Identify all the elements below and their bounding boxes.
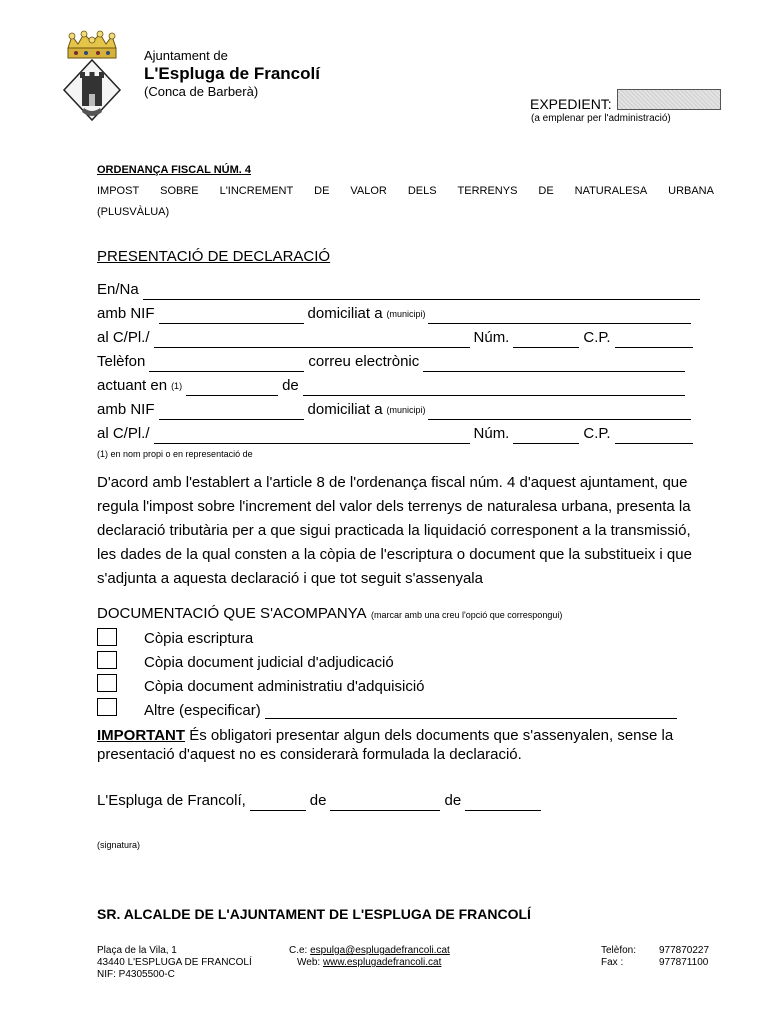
fax-label: Fax : — [601, 957, 624, 968]
label-en-na: En/Na — [97, 281, 139, 298]
email-field[interactable] — [423, 357, 685, 372]
signature-label: (signatura) — [97, 840, 141, 850]
street-field-1[interactable] — [154, 333, 470, 348]
date-de-2: de — [444, 792, 462, 809]
label-actuant: actuant en — [97, 377, 168, 394]
subtitle-word: L'INCREMENT — [219, 185, 294, 197]
footer-address-1: Plaça de la Vila, 1 — [97, 945, 177, 956]
declaration-paragraph — [97, 471, 717, 591]
label-correu: correu electrònic — [308, 353, 420, 370]
label-de: de — [282, 377, 299, 394]
documentation-instruction: (marcar amb una creu l'opció que correspongui) — [371, 610, 563, 620]
subtitle-word: NATURALESA — [574, 185, 648, 197]
number-field-1[interactable] — [513, 333, 579, 348]
label-municipi: (municipi) — [386, 309, 426, 319]
checkbox-copia-escriptura[interactable] — [97, 628, 117, 646]
footer-email-line — [289, 945, 450, 957]
number-field-2[interactable] — [513, 429, 579, 444]
postal-code-field-1[interactable] — [615, 333, 693, 348]
declaration-line: D'acord amb l'establert a l'article 8 de l'ordenança fiscal núm. 4 d'aquest ajuntament, que — [97, 474, 688, 491]
subtitle-word: IMPOST — [97, 185, 140, 197]
label-actuant-ref: (1) — [171, 381, 183, 391]
representat-field[interactable] — [303, 381, 685, 396]
header-town: L'Espluga de Francolí — [144, 64, 320, 83]
label-cpl: al C/Pl./ — [97, 329, 150, 346]
important-note — [97, 726, 673, 764]
label-telefon: Telèfon — [97, 353, 146, 370]
checkbox-copia-administratiu[interactable] — [97, 674, 117, 692]
email-label: C.e: — [289, 945, 308, 956]
footer-nif: NIF: P4305500-C — [97, 969, 175, 980]
documentation-heading — [97, 605, 562, 623]
postal-code-field-2[interactable] — [615, 429, 693, 444]
row-contact — [97, 352, 685, 372]
checkbox-altre[interactable] — [97, 698, 117, 716]
row-actuant — [97, 376, 685, 396]
declaration-line: regula l'impost sobre l'increment del valor dels terrenys de naturalesa urbana, presenta la — [97, 498, 691, 515]
subtitle-word: VALOR — [350, 185, 387, 197]
subtitle-word: TERRENYS — [457, 185, 518, 197]
option-label: Còpia document administratiu d'adquisició — [144, 678, 425, 695]
day-field[interactable] — [250, 796, 306, 811]
row-en-na — [97, 280, 700, 300]
label-cp: C.P. — [583, 329, 611, 346]
footer-address — [97, 945, 252, 981]
ordinance-subtitle — [97, 185, 714, 197]
web-link[interactable]: www.esplugadefrancoli.cat — [322, 957, 442, 968]
option-label: Altre (especificar) — [144, 702, 261, 719]
ordinance-title: ORDENANÇA FISCAL NÚM. 4 — [97, 164, 252, 176]
option-label: Còpia escriptura — [144, 630, 254, 647]
subtitle-word: DE — [538, 185, 554, 197]
date-line — [97, 791, 541, 811]
label-domiciliat: domiciliat a — [307, 305, 383, 322]
altre-field[interactable] — [265, 704, 677, 719]
footer-phone-values — [659, 945, 709, 969]
en-na-field[interactable] — [143, 285, 700, 300]
coat-of-arms-logo — [60, 28, 124, 124]
expedient-note: (a emplenar per l'administració) — [531, 113, 671, 124]
expedient-label: EXPEDIENT: — [530, 96, 612, 112]
label-municipi: (municipi) — [386, 405, 426, 415]
footer-address-2: 43440 L'ESPLUGA DE FRANCOLÍ — [97, 957, 252, 968]
label-domiciliat: domiciliat a — [307, 401, 383, 418]
checkbox-copia-judicial[interactable] — [97, 651, 117, 669]
subtitle-word: SOBRE — [160, 185, 199, 197]
municipi-field-1[interactable] — [428, 309, 691, 324]
footer-contact — [289, 945, 450, 969]
header-region: (Conca de Barberà) — [144, 84, 259, 99]
important-text-1: És obligatori presentar algun dels documents que s'assenyalen, sense la — [185, 727, 674, 744]
month-field[interactable] — [330, 796, 440, 811]
documentation-title: DOCUMENTACIÓ QUE S'ACOMPANYA — [97, 605, 367, 622]
section-title: PRESENTACIÓ DE DECLARACIÓ — [97, 248, 331, 265]
label-cpl: al C/Pl./ — [97, 425, 150, 442]
header-prefix: Ajuntament de — [144, 48, 228, 63]
nif-field-1[interactable] — [159, 309, 304, 324]
important-line-1 — [97, 726, 673, 745]
important-line-2: presentació d'aquest no es considerarà formulada la declaració. — [97, 746, 522, 763]
street-field-2[interactable] — [154, 429, 470, 444]
municipi-field-2[interactable] — [428, 405, 691, 420]
declaration-line: s'adjunta a aquesta declaració i que tot seguit s'assenyala — [97, 570, 483, 587]
declaration-line: les dades de la qual consten a la còpia de l'escriptura o document que la substitueix i que — [97, 546, 692, 563]
date-de-1: de — [309, 792, 327, 809]
actuant-field[interactable] — [186, 381, 278, 396]
subtitle-word: URBANA — [668, 185, 714, 197]
ordinance-subtitle-line2: (PLUSVÀLUA) — [97, 206, 170, 218]
row-address-2 — [97, 424, 693, 444]
option-label-altre — [144, 702, 677, 719]
important-label: IMPORTANT — [97, 727, 186, 744]
year-field[interactable] — [465, 796, 541, 811]
footer-web-line — [289, 957, 450, 969]
row-nif-2 — [97, 400, 691, 420]
label-cp: C.P. — [583, 425, 611, 442]
addressee: SR. ALCALDE DE L'AJUNTAMENT DE L'ESPLUGA DE FRANCOLÍ — [97, 906, 531, 922]
date-place: L'Espluga de Francolí, — [97, 792, 246, 809]
fax-number: 977871100 — [659, 957, 709, 968]
email-link[interactable]: espulga@esplugadefrancoli.cat — [310, 945, 450, 956]
label-num: Núm. — [473, 425, 510, 442]
phone-number: 977870227 — [659, 945, 710, 956]
label-amb-nif: amb NIF — [97, 305, 155, 322]
label-num: Núm. — [473, 329, 510, 346]
row-address-1 — [97, 328, 693, 348]
declaration-line: declaració tributària per a que sigui practicada la liquidació corresponent a la transmissió, — [97, 522, 691, 539]
option-label: Còpia document judicial d'adjudicació — [144, 654, 394, 671]
web-label: Web: — [297, 957, 321, 968]
label-amb-nif: amb NIF — [97, 401, 155, 418]
phone-field[interactable] — [149, 357, 304, 372]
subtitle-word: DE — [314, 185, 330, 197]
nif-field-2[interactable] — [159, 405, 304, 420]
phone-label: Telèfon: — [601, 945, 637, 956]
footnote: (1) en nom propi o en representació de — [97, 449, 253, 459]
subtitle-word: DELS — [407, 185, 437, 197]
row-nif-1 — [97, 304, 691, 324]
expedient-field[interactable] — [617, 89, 721, 110]
footer-phone-labels — [601, 945, 636, 969]
